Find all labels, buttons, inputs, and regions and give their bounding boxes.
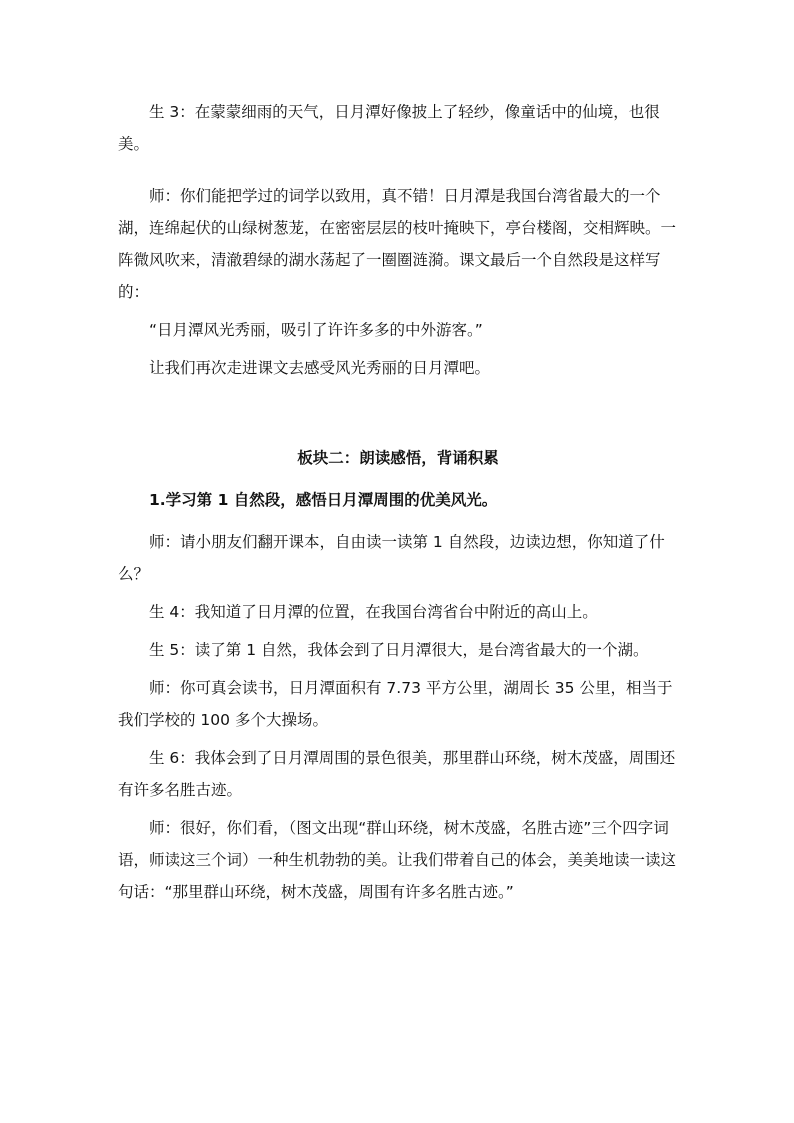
paragraph-teacher-area: 师：你可真会读书，日月潭面积有 7.73 平方公里，湖周长 35 公里，相当于我们学校的 100 多个大操场。 xyxy=(118,679,673,729)
paragraph-student-4: 生 4：我知道了日月潭的位置，在我国台湾省台中附近的高山上。 xyxy=(149,603,598,621)
paragraph-student-6: 生 6：我体会到了日月潭周围的景色很美，那里群山环绕，树木茂盛，周围还有许多名胜古迹。 xyxy=(118,749,676,799)
subsection-heading: 1.学习第 1 自然段，感悟日月潭周围的优美风光。 xyxy=(149,491,498,509)
paragraph-teacher-summary: 师：很好，你们看，（图文出现“群山环绕，树木茂盛，名胜古迹”三个四字词语，师读这三个词）一种生机勃勃的美。让我们带着自己的体会，美美地读一读这句话：“那里群山环绕，树木茂盛，周围有许多名胜古迹。” xyxy=(118,819,677,901)
paragraph-teacher-response: 师：你们能把学过的词学以致用，真不错！日月潭是我国台湾省最大的一个湖，连绵起伏的山绿树葱茏，在密密层层的枝叶掩映下，亭台楼阁，交相辉映。一阵微风吹来，清澈碧绿的湖水荡起了一圈圈涟漪。课文最后一个自然段是这样写的： xyxy=(118,187,677,301)
paragraph-transition: 让我们再次走进课文去感受风光秀丽的日月潭吧。 xyxy=(149,359,491,377)
document-body xyxy=(118,96,678,908)
paragraph-teacher-prompt: 师：请小朋友们翻开课本，自由读一读第 1 自然段，边读边想，你知道了什么？ xyxy=(118,533,665,583)
paragraph-student-3: 生 3：在蒙蒙细雨的天气，日月潭好像披上了轻纱，像童话中的仙境，也很美。 xyxy=(118,103,660,153)
paragraph-student-5: 生 5：读了第 1 自然，我体会到了日月潭很大，是台湾省最大的一个湖。 xyxy=(149,641,649,659)
paragraph-quote: “日月潭风光秀丽，吸引了许许多多的中外游客。” xyxy=(149,321,483,339)
section-heading: 板块二：朗读感悟，背诵积累 xyxy=(297,449,499,467)
